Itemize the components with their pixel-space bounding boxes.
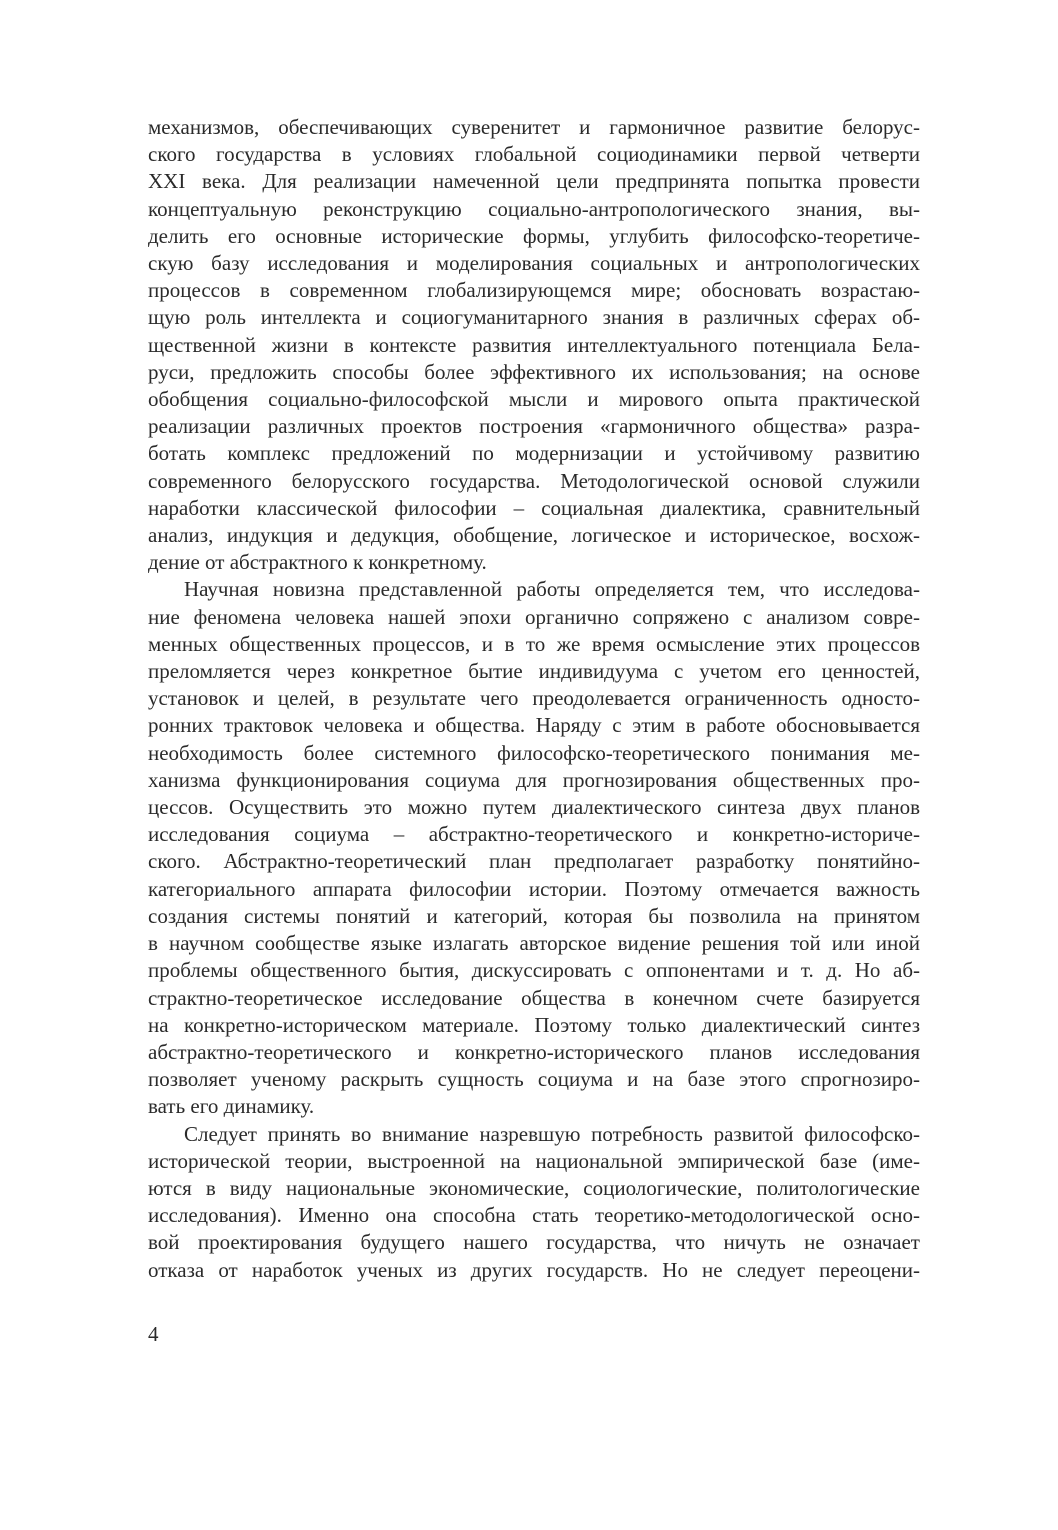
text-line: щественной жизни в контексте развития интеллектуального потенциала Бела-	[148, 332, 920, 357]
text-line: отказа от наработок ученых из других государств. Но не следует переоцени-	[148, 1257, 920, 1282]
text-line: дение от абстрактного к конкретному.	[148, 550, 487, 575]
body-text	[148, 114, 920, 1284]
text-line: необходимость более системного философско-теоретического понимания ме-	[148, 740, 920, 765]
text-line: создания системы понятий и категорий, которая бы позволила на принятом	[148, 903, 920, 928]
text-line: вой проектирования будущего нашего государства, что ничуть не означает	[148, 1230, 920, 1255]
text-line: анализ, индукция и дедукция, обобщение, логическое и историческое, восхож-	[148, 523, 920, 548]
text-line: исторической теории, выстроенной на национальной эмпирической базе (име-	[148, 1148, 920, 1173]
text-line: делить его основные исторические формы, углубить философско-теоретиче-	[148, 223, 920, 248]
text-line: Следует принять во внимание назревшую потребность развитой философско-	[184, 1121, 920, 1146]
text-line: ханизма функционирования социума для прогнозирования общественных про-	[148, 767, 920, 792]
text-line: исследования). Именно она способна стать теоретико-методологической осно-	[148, 1203, 920, 1228]
text-line: руси, предложить способы более эффективного их использования; на основе	[148, 359, 920, 384]
paragraph	[148, 1121, 920, 1284]
text-line: преломляется через конкретное бытие индивидуума с учетом его ценностей,	[148, 659, 920, 684]
text-line: ского государства в условиях глобальной социодинамики первой четверти	[148, 142, 920, 167]
text-line: ются в виду национальные экономические, социологические, политологические	[148, 1175, 920, 1200]
text-line: страктно-теоретическое исследование общества в конечном счете базируется	[148, 985, 920, 1010]
text-line: щую роль интеллекта и социогуманитарного знания в различных сферах об-	[148, 305, 920, 330]
text-line: проблемы общественного бытия, дискуссировать с оппонентами и т. д. Но аб-	[148, 958, 920, 983]
text-line: в научном сообществе языке излагать авторское видение решения той или иной	[148, 931, 920, 956]
text-line: ского. Абстрактно-теоретический план предполагает разработку понятийно-	[148, 849, 920, 874]
text-line: ботать комплекс предложений по модернизации и устойчивому развитию	[148, 441, 920, 466]
text-line: Научная новизна представленной работы определяется тем, что исследова-	[184, 577, 920, 602]
text-line: ние феномена человека нашей эпохи органично сопряжено с анализом совре-	[148, 604, 920, 629]
text-line: категориального аппарата философии истории. Поэтому отмечается важность	[148, 876, 920, 901]
text-line: концептуальную реконструкцию социально-антропологического знания, вы-	[148, 196, 920, 221]
paragraph	[148, 114, 920, 576]
text-line: цессов. Осуществить это можно путем диалектического синтеза двух планов	[148, 795, 920, 820]
text-line: исследования социума – абстрактно-теоретического и конкретно-историче-	[148, 822, 920, 847]
text-line: современного белорусского государства. Методологической основой служили	[148, 468, 920, 493]
text-line: XXI века. Для реализации намеченной цели предпринята попытка провести	[148, 169, 920, 194]
text-line: ронних трактовок человека и общества. Наряду с этим в работе обосновывается	[148, 713, 920, 738]
page-number: 4	[148, 1322, 159, 1346]
text-line: наработки классической философии – социальная диалектика, сравнительный	[148, 495, 920, 520]
text-line: обобщения социально-философской мысли и мирового опыта практической	[148, 387, 920, 412]
text-line: скую базу исследования и моделирования социальных и антропологических	[148, 251, 920, 276]
text-line: механизмов, обеспечивающих суверенитет и гармоничное развитие белорус-	[148, 115, 920, 139]
text-line: позволяет ученому раскрыть сущность социума и на базе этого спрогнозиро-	[148, 1067, 920, 1092]
text-line: менных общественных процессов, и в то же время осмысление этих процессов	[148, 631, 920, 656]
paragraph	[148, 576, 920, 1120]
text-line: абстрактно-теоретического и конкретно-исторического планов исследования	[148, 1039, 920, 1064]
text-line: на конкретно-историческом материале. Поэтому только диалектический синтез	[148, 1012, 920, 1037]
text-line: вать его динамику.	[148, 1094, 315, 1119]
text-line: реализации различных проектов построения «гармоничного общества» разра-	[148, 414, 920, 439]
text-line: процессов в современном глобализирующемся мире; обосновать возрастаю-	[148, 278, 920, 303]
text-line: установок и целей, в результате чего преодолевается ограниченность односто-	[148, 686, 920, 711]
